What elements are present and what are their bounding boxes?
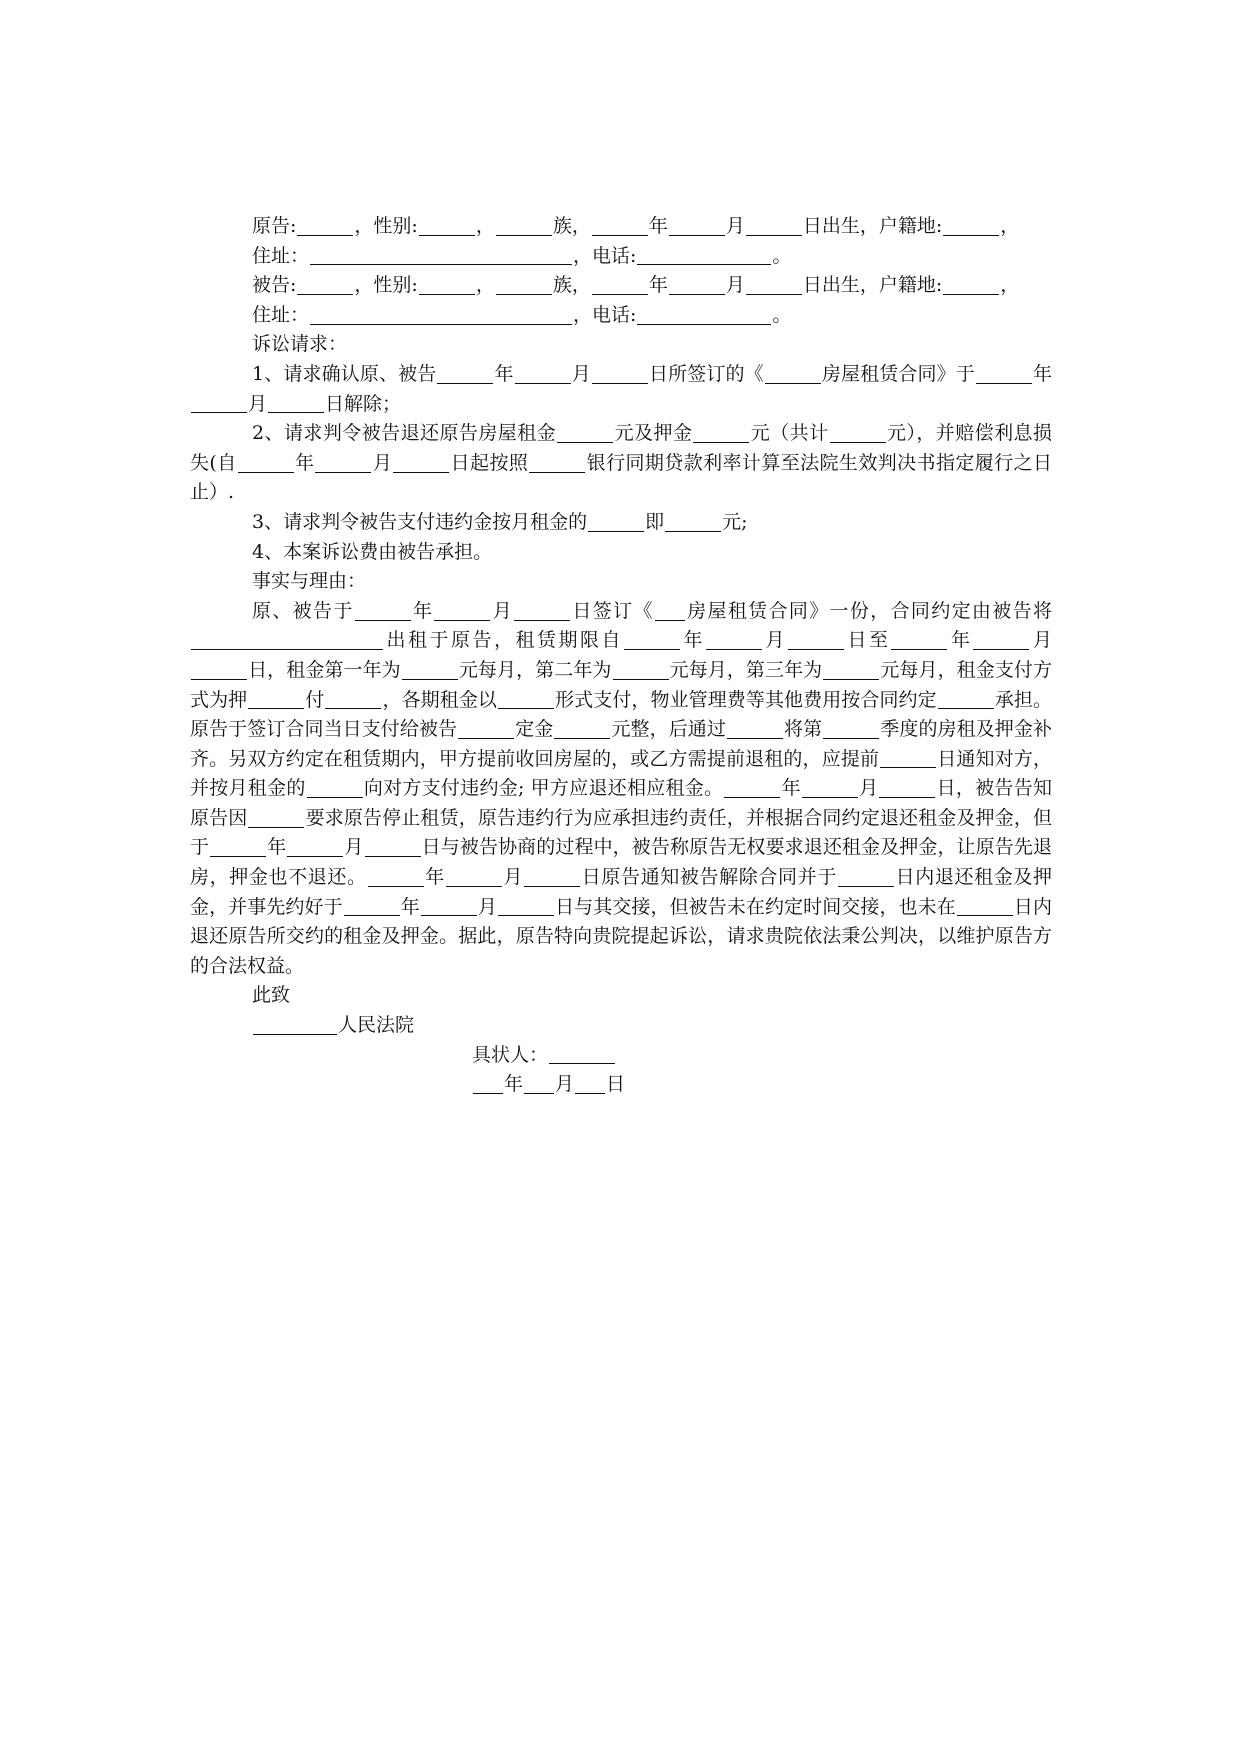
month-blank[interactable]: [524, 1073, 554, 1094]
blank[interactable]: [746, 215, 802, 236]
claim-text: 即: [645, 510, 665, 533]
blank[interactable]: [524, 866, 580, 887]
facts-text: 月: [762, 629, 787, 652]
claim-text: 月: [248, 392, 268, 415]
blank[interactable]: [823, 659, 879, 680]
blank[interactable]: [191, 629, 383, 650]
claim-text: 日解除；: [325, 392, 402, 415]
facts-text: 向对方支付违约金; 甲方应退还相应租金。: [363, 777, 724, 800]
birth-label: 日出生，户籍地:: [802, 274, 943, 297]
facts-text: 日至: [844, 629, 891, 652]
blank[interactable]: [746, 274, 802, 295]
month-label: 月: [725, 215, 745, 237]
facts-text: 月: [491, 599, 514, 622]
period: 。: [772, 244, 792, 267]
blank[interactable]: [802, 777, 858, 798]
gender-label: ，性别:: [354, 215, 418, 237]
blank[interactable]: [557, 422, 613, 443]
blank[interactable]: [191, 392, 247, 413]
facts-text: 元整，后通过: [611, 718, 726, 741]
plaintiff-line: [190, 212, 1052, 242]
claim-text: 银行同期贷款利率计算至法院生效判决书指定履行之日止）.: [190, 451, 1052, 504]
year-label: 年: [648, 274, 668, 297]
blank[interactable]: [765, 363, 821, 384]
facts-text: 承担。原告于签订合同当日支付给被告: [190, 688, 1052, 741]
facts-text: 元每月，第二年为: [458, 658, 612, 681]
blank[interactable]: [210, 836, 266, 857]
blank[interactable]: [297, 274, 353, 295]
claim-text: 元（共计: [750, 422, 829, 445]
blank[interactable]: [624, 629, 680, 650]
blank[interactable]: [592, 363, 648, 384]
blank[interactable]: [496, 274, 552, 295]
blank[interactable]: [554, 718, 610, 739]
ethnic-label: 族，: [552, 274, 591, 297]
blank[interactable]: [588, 511, 644, 532]
blank[interactable]: [830, 422, 886, 443]
month-label: 月: [725, 274, 745, 297]
blank[interactable]: [393, 452, 449, 473]
address-label: 住址：: [252, 244, 310, 267]
blank[interactable]: [880, 748, 936, 769]
blank[interactable]: [879, 777, 935, 798]
claim-text: 元及押金: [614, 422, 693, 445]
phone-label: ，电话:: [573, 244, 637, 267]
facts-text: 日通知对方，并按月租金的: [190, 747, 1052, 800]
facts-text: 定金: [515, 718, 554, 741]
claims-heading: 诉讼请求：: [252, 333, 348, 356]
claim-4: 4、本案诉讼费由被告承担。: [252, 540, 493, 563]
blank[interactable]: [938, 688, 994, 709]
court-name-blank[interactable]: [253, 1014, 337, 1035]
signer-label: 具状人：: [472, 1043, 549, 1066]
facts-text: 日原告通知被告解除合同并于: [581, 866, 837, 889]
facts-text: 年: [781, 777, 801, 800]
phone-label: ，电话:: [573, 303, 637, 326]
blank[interactable]: [315, 452, 371, 473]
blank[interactable]: [514, 600, 570, 621]
year-blank[interactable]: [473, 1073, 503, 1094]
year-label: 年: [504, 1073, 524, 1096]
facts-text: 日与其交接，但被告未在约定时间交接，也未在: [555, 895, 956, 918]
blank[interactable]: [310, 304, 572, 325]
facts-text: 年: [267, 836, 287, 859]
claim-text: 年: [494, 362, 514, 385]
blank[interactable]: [355, 600, 411, 621]
day-blank[interactable]: [575, 1073, 605, 1094]
facts-paragraph: [190, 597, 1052, 982]
blank[interactable]: [669, 215, 725, 236]
comma: ，: [475, 274, 495, 297]
claim-text: 日起按照: [450, 451, 529, 474]
blank[interactable]: [458, 718, 514, 739]
facts-text: ，各期租金以: [382, 688, 497, 711]
blank[interactable]: [248, 807, 304, 828]
blank[interactable]: [421, 896, 477, 917]
blank[interactable]: [498, 896, 554, 917]
blank[interactable]: [724, 777, 780, 798]
blank[interactable]: [592, 215, 648, 236]
claim-text: 年: [294, 451, 315, 474]
signer-blank[interactable]: [549, 1043, 615, 1064]
claim-text: 元），并赔偿利息损失(自: [190, 422, 1052, 474]
facts-text: 日，被告告知原告因: [190, 777, 1052, 829]
blank[interactable]: [637, 244, 771, 265]
facts-text: 年: [680, 629, 705, 652]
blank[interactable]: [268, 392, 324, 413]
claim-text: 2、请求判令被告退还原告房屋租金: [252, 422, 557, 445]
facts-text: 年: [411, 599, 434, 622]
claim-text: 3、请求判令被告支付违约金按月租金的: [252, 510, 588, 533]
blank[interactable]: [943, 215, 999, 236]
blank[interactable]: [419, 215, 475, 236]
blank[interactable]: [891, 629, 947, 650]
facts-text: 月: [502, 866, 524, 889]
claim-text: 日所签订的《: [648, 362, 764, 385]
address-label: 住址：: [252, 303, 310, 326]
claim-3: [190, 508, 1052, 538]
defendant-address-line: [190, 301, 1052, 331]
blank[interactable]: [365, 836, 421, 857]
claim-text: 月: [571, 362, 591, 385]
year-label: 年: [648, 215, 668, 237]
period: 。: [772, 303, 792, 326]
claim-1: [190, 360, 1052, 419]
facts-text: 月: [344, 836, 364, 859]
blank[interactable]: [446, 866, 502, 887]
blank[interactable]: [402, 659, 458, 680]
blank[interactable]: [529, 452, 585, 473]
blank[interactable]: [191, 659, 247, 680]
date-line: [190, 1070, 1052, 1100]
facts-text: 形式支付，物业管理费等其他费用按合同约定: [555, 688, 937, 711]
blank[interactable]: [368, 866, 424, 887]
blank[interactable]: [957, 896, 1013, 917]
blank[interactable]: [287, 836, 343, 857]
closing: 此致: [252, 984, 291, 1007]
blank[interactable]: [838, 866, 894, 887]
gender-label: ，性别:: [354, 274, 418, 297]
blank[interactable]: [823, 718, 879, 739]
claim-text: 元;: [722, 510, 748, 533]
blank[interactable]: [238, 452, 294, 473]
blank[interactable]: [788, 629, 844, 650]
blank[interactable]: [655, 600, 685, 621]
facts-text: 房屋租赁合同》一份，合同约定由被告将: [685, 599, 1052, 622]
signer-line: [190, 1041, 1052, 1071]
blank[interactable]: [613, 659, 669, 680]
blank[interactable]: [344, 896, 400, 917]
blank[interactable]: [496, 215, 552, 236]
court-label: 人民法院: [338, 1014, 415, 1037]
month-label: 月: [555, 1073, 575, 1096]
day-label: 日: [606, 1073, 626, 1096]
facts-text: 出租于原告，租赁期限自: [384, 629, 623, 652]
claim-2: [190, 419, 1052, 508]
blank[interactable]: [297, 215, 353, 236]
plaintiff-address-line: [190, 242, 1052, 272]
claim-text: 月: [372, 451, 393, 474]
comma: ，: [1000, 274, 1020, 297]
facts-text: 月: [477, 895, 497, 918]
blank[interactable]: [437, 363, 493, 384]
blank[interactable]: [976, 363, 1032, 384]
birth-label: 日出生，户籍地:: [802, 215, 943, 237]
facts-text: 原、被告于: [252, 599, 354, 622]
blank[interactable]: [592, 274, 648, 295]
comma: ，: [1000, 215, 1020, 237]
claim-text: 1、请求确认原、被告: [252, 362, 437, 385]
blank[interactable]: [325, 688, 381, 709]
blank[interactable]: [515, 363, 571, 384]
defendant-label: 被告:: [252, 274, 297, 297]
blank[interactable]: [419, 274, 475, 295]
blank[interactable]: [665, 511, 721, 532]
blank[interactable]: [248, 688, 304, 709]
facts-text: 季度的房租及押金补齐。另双方约定在租赁期内，甲方提前收回房屋的，或乙方需提前退租的，应提前: [190, 718, 1052, 770]
blank[interactable]: [669, 274, 725, 295]
facts-text: 年: [948, 629, 973, 652]
comma: ，: [475, 215, 495, 237]
facts-text: 年: [400, 895, 420, 918]
facts-text: 日与被告协商的过程中，被告称原告无权要求退还租金及押金，让原告先退房，押金也不退还。: [190, 836, 1052, 889]
blank[interactable]: [307, 777, 363, 798]
blank[interactable]: [943, 274, 999, 295]
facts-text: 日签订《: [571, 599, 654, 622]
blank[interactable]: [498, 688, 554, 709]
court-line: [190, 1011, 1052, 1041]
facts-text: 付: [305, 688, 325, 711]
facts-text: 月: [858, 777, 879, 800]
blank[interactable]: [706, 629, 762, 650]
facts-text: 日内退还租金及押金，并事先约好于: [190, 866, 1052, 918]
facts-text: 元每月，第三年为: [669, 658, 823, 681]
blank[interactable]: [310, 244, 572, 265]
blank[interactable]: [693, 422, 749, 443]
facts-text: 日内退还原告所交约的租金及押金。据此，原告特向贵院提起诉讼，请求贵院依法秉公判决，以维护原告方的合法权益。: [190, 895, 1052, 977]
facts-text: 日，租金第一年为: [248, 658, 401, 681]
plaintiff-label: 原告:: [252, 215, 297, 237]
facts-heading: 事实与理由：: [252, 570, 367, 593]
ethnic-label: 族，: [552, 215, 591, 237]
complaint-body: [190, 212, 1052, 1100]
facts-text: 年: [424, 866, 445, 889]
facts-text: 月: [1030, 629, 1052, 652]
facts-text: 元每月，租金支付方式为押: [190, 658, 1052, 711]
blank[interactable]: [973, 629, 1029, 650]
facts-text: 将第: [783, 718, 823, 741]
blank[interactable]: [434, 600, 490, 621]
defendant-line: [190, 271, 1052, 301]
blank[interactable]: [727, 718, 783, 739]
blank[interactable]: [637, 304, 771, 325]
claim-text: 房屋租赁合同》于: [821, 362, 975, 385]
facts-text: 要求原告停止租赁，原告违约行为应承担违约责任，并根据合同约定退还租金及押金，但于: [190, 806, 1052, 859]
claim-text: 年: [1032, 362, 1052, 385]
